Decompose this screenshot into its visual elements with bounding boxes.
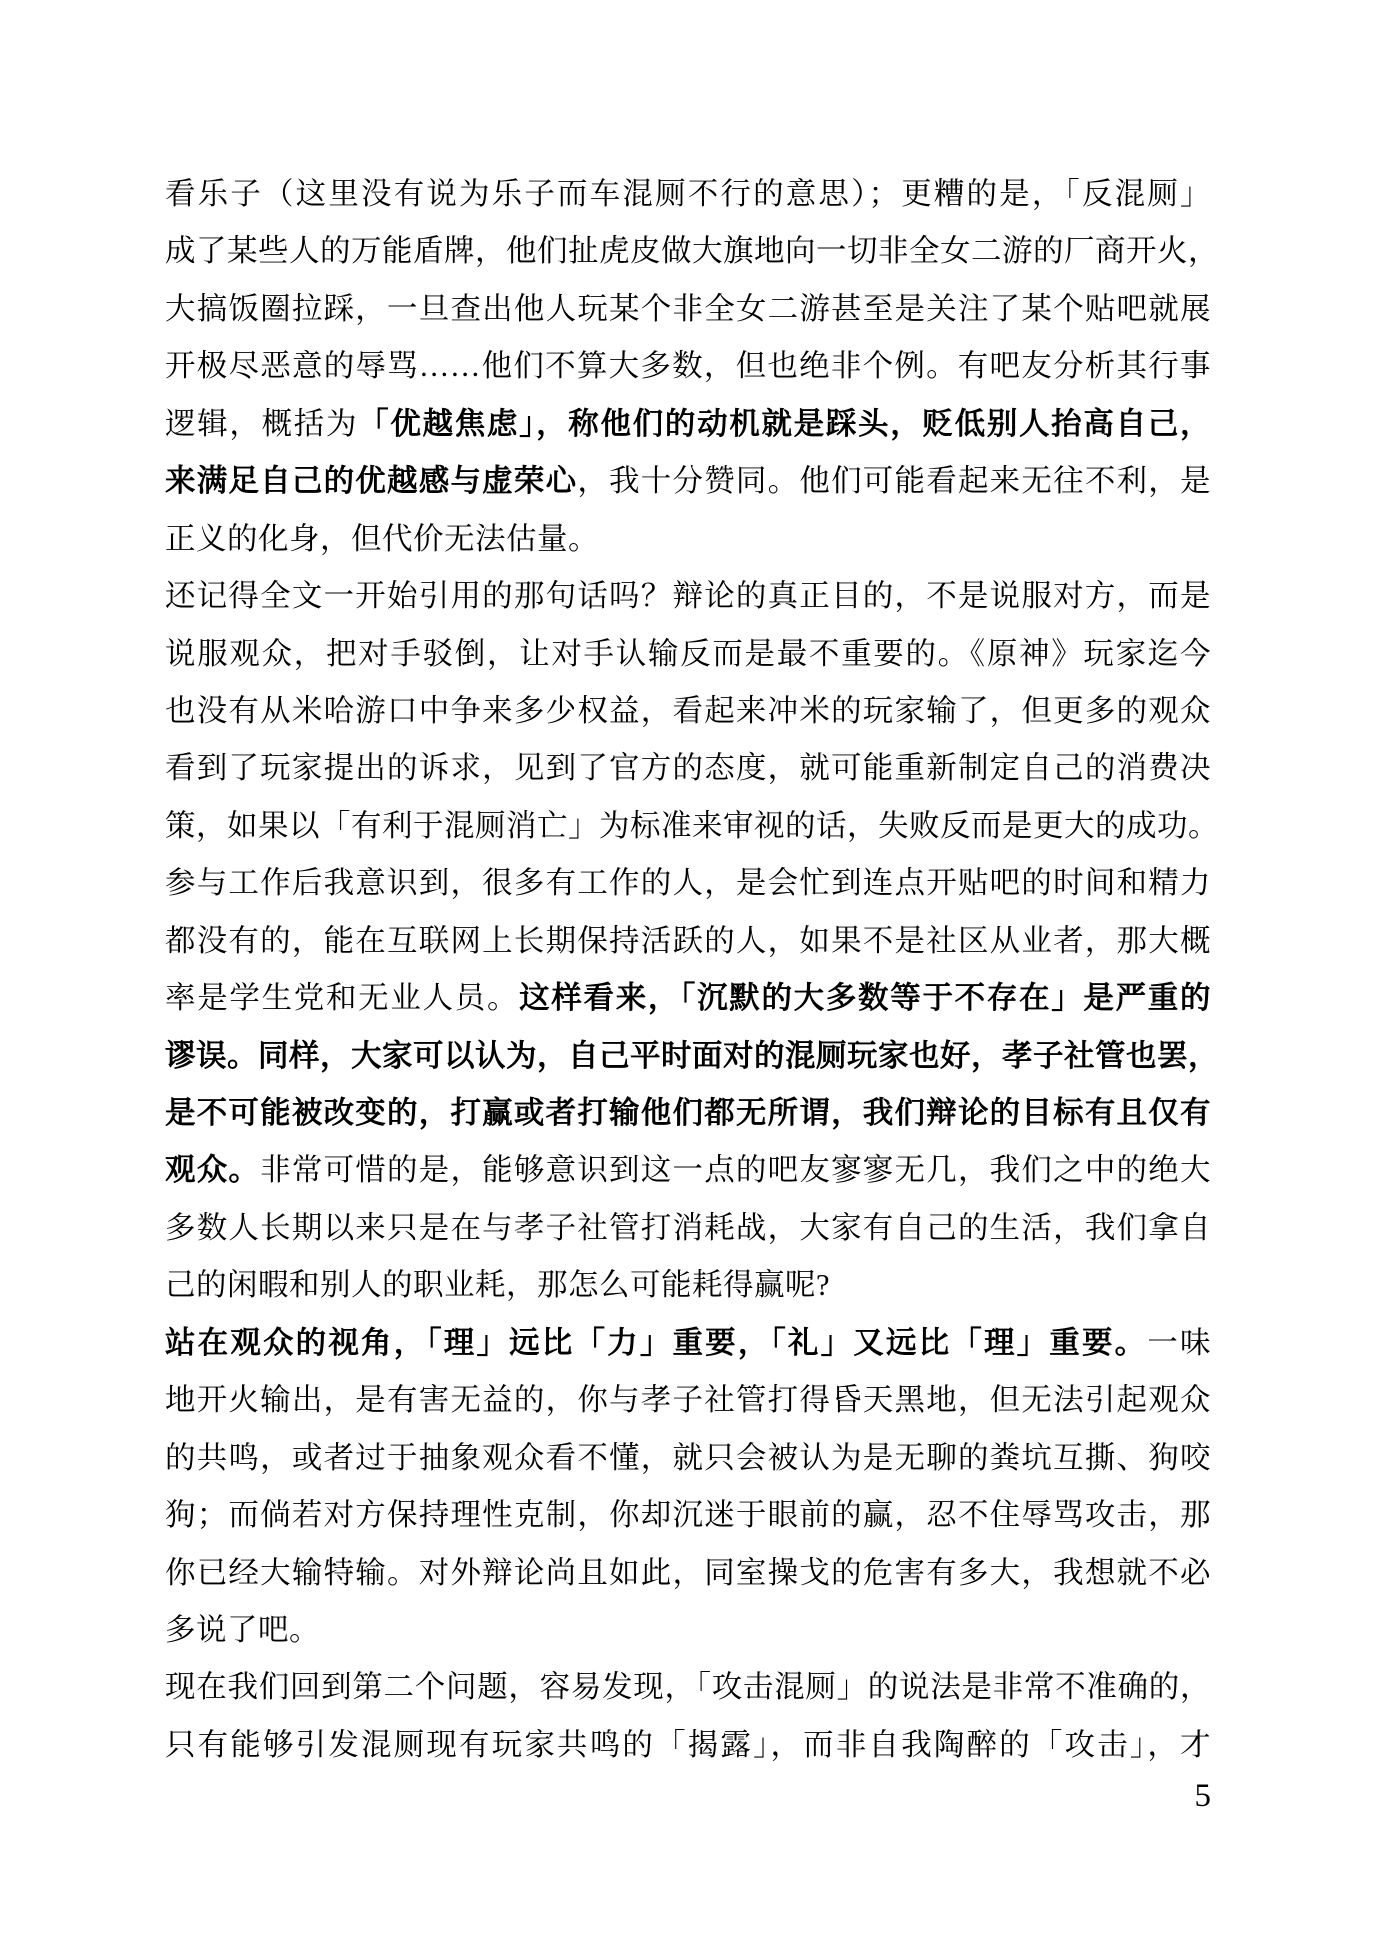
text-line	[165, 1487, 1211, 1544]
text-line	[165, 855, 1211, 912]
text-segment: 现在我们回到第二个问题，容易发现，「攻击混厕」的说法是非常不准确的，	[165, 1670, 1211, 1705]
text-segment: 大搞饭圈拉踩，一旦查出他人玩某个非全女二游甚至是关注了某个贴吧就展	[165, 291, 1211, 326]
text-segment: 逻辑，概括为	[165, 406, 359, 441]
text-segment: 看到了玩家提出的诉求，见到了官方的态度，就可能重新制定自己的消费决	[165, 751, 1211, 786]
text-line	[165, 1200, 1211, 1257]
text-segment: 非常可惜的是，能够意识到这一点的吧友寥寥无几，我们之中的绝大	[260, 1153, 1211, 1188]
text-line	[165, 1085, 1211, 1142]
text-line	[165, 913, 1211, 970]
bold-text-segment: 谬误。同样，大家可以认为，自己平时面对的混厕玩家也好，孝子社管也罢，	[165, 1038, 1219, 1073]
text-line	[165, 1430, 1211, 1487]
text-line	[165, 1028, 1219, 1085]
text-segment: 地开火输出，是有害无益的，你与孝子社管打得昏天黑地，但无法引起观众	[165, 1383, 1211, 1418]
text-segment: 也没有从米哈游口中争来多少权益，看起来冲米的玩家输了，但更多的观众	[165, 693, 1211, 728]
bold-text-segment: 来满足自己的优越感与虚荣心	[165, 464, 578, 499]
text-line	[165, 683, 1211, 740]
text-segment: 多说了吧。	[165, 1612, 320, 1647]
page-number: 5	[1194, 1778, 1211, 1814]
text-line	[165, 626, 1211, 683]
text-segment: 都没有的，能在互联网上长期保持活跃的人，如果不是社区从业者，那大概	[165, 923, 1211, 958]
document-body	[165, 166, 1219, 1774]
text-segment: 的共鸣，或者过于抽象观众看不懂，就只会被认为是无聊的粪坑互撕、狗咬	[165, 1440, 1211, 1475]
text-segment: 看乐子（这里没有说为乐子而车混厕不行的意思）；更糟的是，「反混厕」	[165, 177, 1211, 211]
text-segment: 还记得全文一开始引用的那句话吗？辩论的真正目的，不是说服对方，而是	[165, 579, 1211, 614]
bold-text-segment: 「优越焦虑」，称他们的动机就是踩头，贬低别人抬高自己，	[358, 406, 1211, 441]
text-line	[165, 166, 1211, 223]
bold-text-segment: 是不可能被改变的，打赢或者打输他们都无所谓，我们辩论的目标有且仅有	[165, 1096, 1211, 1130]
text-line	[165, 1545, 1211, 1602]
text-line	[165, 1372, 1211, 1429]
text-segment: 己的闲暇和别人的职业耗，那怎么可能耗得赢呢?	[165, 1268, 831, 1303]
bold-text-segment: 站在观众的视角，「理」远比「力」重要，「礼」又远比「理」重要。	[165, 1325, 1148, 1360]
text-line	[165, 740, 1211, 797]
text-segment: 说服观众，把对手驳倒，让对手认输反而是最不重要的。《原神》玩家迄今	[165, 636, 1211, 671]
text-line	[165, 338, 1211, 395]
text-segment: 狗；而倘若对方保持理性克制，你却沉迷于眼前的赢，忍不住辱骂攻击，那	[165, 1498, 1211, 1533]
text-segment: 你已经大输特输。对外辩论尚且如此，同室操戈的危害有多大，我想就不必	[165, 1555, 1211, 1590]
text-line	[165, 970, 1211, 1027]
bold-text-segment: 观众。	[165, 1153, 261, 1188]
text-segment: 正义的化身，但代价无法估量。	[165, 521, 599, 556]
text-line	[165, 511, 1211, 568]
text-line	[165, 1659, 1211, 1716]
text-line	[165, 1602, 1211, 1659]
text-segment: 率是学生党和无业人员。	[165, 981, 520, 1016]
text-segment: 参与工作后我意识到，很多有工作的人，是会忙到连点开贴吧的时间和精力	[165, 866, 1211, 901]
text-segment: ，我十分赞同。他们可能看起来无往不利，是	[577, 464, 1211, 499]
text-line	[165, 1142, 1211, 1199]
text-segment: 多数人长期以来只是在与孝子社管打消耗战，大家有自己的生活，我们拿自	[165, 1210, 1211, 1245]
text-segment: 成了某些人的万能盾牌，他们扯虎皮做大旗地向一切非全女二游的厂商开火，	[165, 234, 1219, 269]
bold-text-segment: 这样看来，「沉默的大多数等于不存在」是严重的	[519, 981, 1212, 1016]
text-segment: 策，如果以「有利于混厕消亡」为标准来审视的话，失败反而是更大的成功。	[165, 808, 1219, 843]
text-line	[165, 798, 1219, 855]
text-segment: 只有能够引发混厕现有玩家共鸣的「揭露」，而非自我陶醉的「攻击」，才	[165, 1727, 1211, 1762]
text-line	[165, 568, 1211, 625]
text-line	[165, 1315, 1211, 1372]
text-line	[165, 1257, 1211, 1314]
text-line	[165, 281, 1211, 338]
text-line	[165, 453, 1211, 510]
text-line	[165, 1717, 1211, 1774]
text-line	[165, 223, 1219, 280]
text-segment: 开极尽恶意的辱骂……他们不算大多数，但也绝非个例。有吧友分析其行事	[165, 349, 1211, 384]
text-segment: 一味	[1147, 1325, 1211, 1360]
text-line	[165, 396, 1211, 453]
